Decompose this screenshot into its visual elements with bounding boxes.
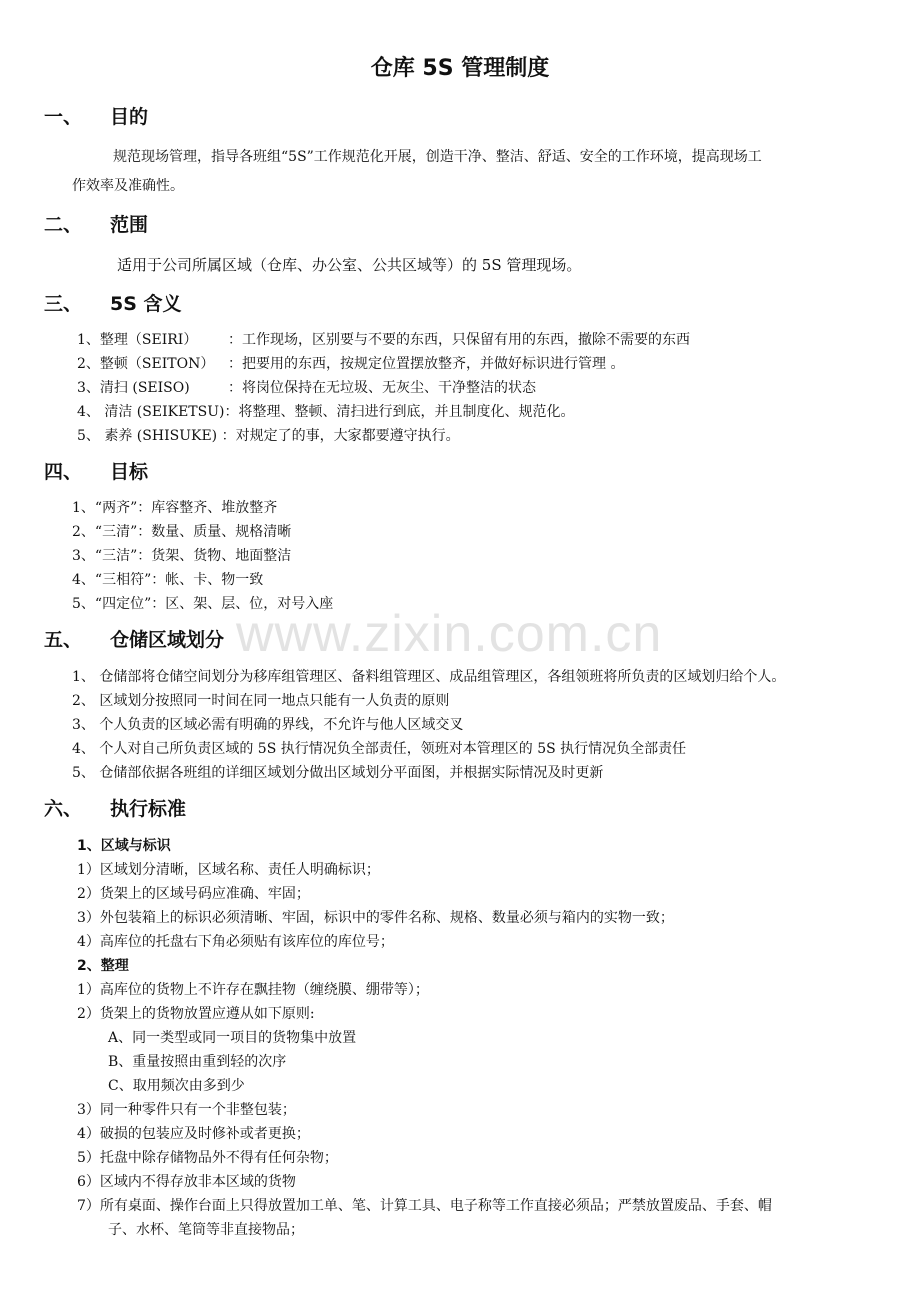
list-item: 5）托盘中除存储物品外不得有任何杂物； xyxy=(77,1150,338,1166)
list-item: 4）高库位的托盘右下角必须贴有该库位的库位号； xyxy=(77,934,394,950)
section-number: 三、 xyxy=(44,293,83,315)
watermark: www.zixin.com.cn xyxy=(236,605,663,663)
section-title: 5S 含义 xyxy=(110,293,182,315)
section-title: 范围 xyxy=(110,214,149,236)
section-number: 四、 xyxy=(44,461,83,483)
section-title: 仓储区域划分 xyxy=(110,629,225,651)
section-heading-zones xyxy=(44,625,224,655)
list-item: 3、“三洁”：货架、货物、地面整洁 xyxy=(72,548,292,564)
section-number: 一、 xyxy=(44,106,83,128)
list-item xyxy=(77,425,460,447)
list-item: 子、水杯、笔筒等非直接物品； xyxy=(108,1222,304,1238)
item-desc: 将整理、整顿、清扫进行到底，并且制度化、规范化。 xyxy=(238,404,575,420)
list-item: 6）区域内不得存放非本区域的货物 xyxy=(77,1174,296,1190)
section-title: 执行标准 xyxy=(110,798,187,820)
list-item: 7）所有桌面、操作台面上只得放置加工单、笔、计算工具、电子称等工作直接必须品；严禁放置废品、手套、帽 xyxy=(77,1198,772,1214)
list-item: 3、 个人负责的区域必需有明确的界线，不允许与他人区域交叉 xyxy=(72,717,464,733)
list-item: 5、 仓储部依据各班组的详细区域划分做出区域划分平面图，并根据实际情况及时更新 xyxy=(72,765,604,781)
list-item: A、同一类型或同一项目的货物集中放置 xyxy=(108,1030,357,1046)
list-item: 4）破损的包装应及时修补或者更换； xyxy=(77,1126,310,1142)
list-item: 4、“三相符”：帐、卡、物一致 xyxy=(72,572,264,588)
list-item: 4、 个人对自己所负责区域的 5S 执行情况负全部责任，领班对本管理区的 5S 执行情况负全部责任 xyxy=(72,741,687,757)
page-title: 仓库 5S 管理制度 xyxy=(370,56,550,81)
item-term: 4、 清洁 (SEIKETSU)： xyxy=(77,404,239,420)
list-item: 5、“四定位”：区、架、层、位，对号入座 xyxy=(72,596,334,612)
item-term: 5、 素养 (SHISUKE) ： xyxy=(77,428,236,444)
item-term: 2、整顿（SEITON） xyxy=(77,356,215,372)
section-title: 目的 xyxy=(110,106,149,128)
purpose-text-line: 规范现场管理，指导各班组“5S”工作规范化开展，创造干净、整洁、舒适、安全的工作环境，提高现场工 xyxy=(113,149,762,165)
subsection-title: 1、区域与标识 xyxy=(77,838,171,854)
list-item xyxy=(77,329,690,351)
scope-text: 适用于公司所属区域（仓库、办公室、公共区域等）的 5S 管理现场。 xyxy=(117,256,582,274)
purpose-text-line: 作效率及准确性。 xyxy=(72,178,184,194)
list-item: 1、“两齐”：库容整齐、堆放整齐 xyxy=(72,500,278,516)
list-item: 1）区域划分清晰，区域名称、责任人明确标识； xyxy=(77,862,380,878)
item-desc: ：将岗位保持在无垃圾、无灰尘、干净整洁的状态 xyxy=(228,380,536,396)
list-item: 2、 区域划分按照同一时间在同一地点只能有一人负责的原则 xyxy=(72,693,450,709)
item-desc: ：把要用的东西，按规定位置摆放整齐，并做好标识进行管理 。 xyxy=(228,356,625,372)
list-item: 2、“三清”：数量、质量、规格清晰 xyxy=(72,524,292,540)
list-item: 3）同一种零件只有一个非整包装； xyxy=(77,1102,296,1118)
item-term: 1、整理（SEIRI） xyxy=(77,332,198,348)
list-item: 1）高库位的货物上不许存在飘挂物（缠绕膜、绷带等）； xyxy=(77,982,429,998)
list-item: 2）货架上的区域号码应准确、牢固； xyxy=(77,886,310,902)
section-heading-scope xyxy=(44,210,148,240)
item-term: 3、清扫 (SEISO) xyxy=(77,380,190,396)
subsection-title: 2、整理 xyxy=(77,958,129,974)
list-item: C、取用频次由多到少 xyxy=(108,1078,245,1094)
list-item xyxy=(77,401,574,423)
section-heading-standards xyxy=(44,794,186,824)
section-number: 五、 xyxy=(44,629,83,651)
list-item: 2）货架上的货物放置应遵从如下原则: xyxy=(77,1006,315,1022)
section-number: 六、 xyxy=(44,798,83,820)
list-item: 1、 仓储部将仓储空间划分为移库组管理区、备料组管理区、成品组管理区，各组领班将所负责的区域划归给个人。 xyxy=(72,669,786,685)
section-title: 目标 xyxy=(110,461,149,483)
list-item: 3）外包装箱上的标识必须清晰、牢固，标识中的零件名称、规格、数量必须与箱内的实物一致； xyxy=(77,910,674,926)
section-heading-5s-meaning xyxy=(44,289,182,319)
item-desc: 对规定了的事，大家都要遵守执行。 xyxy=(235,428,460,444)
section-heading-purpose xyxy=(44,102,148,132)
list-item: B、重量按照由重到轻的次序 xyxy=(108,1054,287,1070)
list-item xyxy=(77,377,536,399)
section-heading-goals xyxy=(44,457,148,487)
list-item xyxy=(77,353,624,375)
item-desc: ：工作现场，区别要与不要的东西，只保留有用的东西，撤除不需要的东西 xyxy=(228,332,690,348)
section-number: 二、 xyxy=(44,214,83,236)
